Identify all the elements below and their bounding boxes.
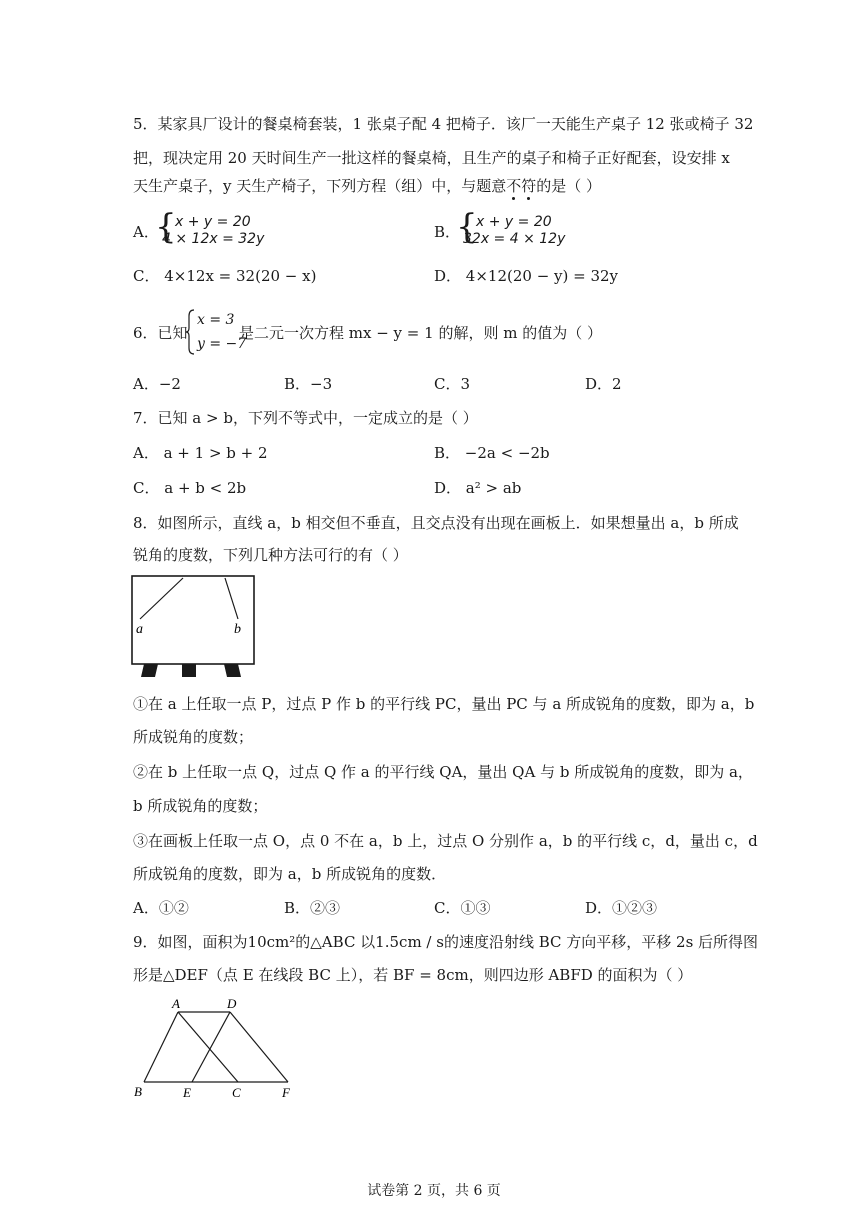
label-C: C [232,1085,241,1100]
label-B: B [134,1084,142,1099]
q6-option-c: C．3 [434,375,471,393]
q8-option-c: C．①③ [434,899,491,917]
q8-method3-line2: 所成锐角的度数，即为 a，b 所成锐角的度数． [133,865,447,883]
label-A: A [172,996,180,1011]
q5-option-b-eq1: x + y = 20 [476,214,552,230]
q7-option-a: A． a + 1 > b + 2 [133,444,268,462]
q6-option-b: B．−3 [284,375,333,393]
q5-option-c: C． 4×12x = 32(20 − x) [133,267,317,285]
q8-method1-line1: ①在 a 上任取一点 P，过点 P 作 b 的平行线 PC，量出 PC 与 a 所成锐角的度数，即为 a，b [133,695,755,713]
q5-option-b-eq2: 32x = 4 × 12y [463,231,566,247]
q8-method2-line2: b 所成锐角的度数； [133,797,268,815]
q9-stem-line2: 形是△DEF（点 E 在线段 BC 上），若 BF = 8cm，则四边形 ABFD 的面积为（ ） [133,966,693,984]
board-leg-right [224,664,241,677]
q8-option-b: B．②③ [284,899,341,917]
q5-emphasis-char-1: 不 [506,177,522,195]
label-E: E [183,1085,191,1100]
q9-stem-line1: 9．如图，面积为10cm²的△ABC 以1.5cm / s的速度沿射线 BC 方向平移，平移 2s 后所得图 [133,933,759,951]
q8-method3-line1: ③在画板上任取一点 O，点 0 不在 a，b 上，过点 O 分别作 a，b 的平行线 c，d，量出 c，d [133,832,758,850]
label-a: a [136,622,143,637]
q6-system-eq1: x = 3 [197,312,235,328]
label-b: b [234,622,241,637]
q5-option-d: D． 4×12(20 − y) = 32y [434,267,619,285]
q5-option-a-eq2: 4 × 12x = 32y [162,231,265,247]
q8-method1-line2: 所成锐角的度数； [133,728,254,746]
q5-stem-line3 [133,176,601,196]
q5-option-a-label: A． [133,223,159,241]
q7-option-b: B． −2a < −2b [434,444,550,462]
board-frame [132,576,254,664]
q6-option-a: A．−2 [133,375,181,393]
segment-AC [178,1012,238,1082]
q7-stem: 7．已知 a > b，下列不等式中，一定成立的是（ ） [133,409,478,427]
q6-system-eq2: y = −7 [197,336,247,352]
q9-translation-figure [128,996,303,1104]
segment-DE [192,1012,230,1082]
q7-option-d: D． a² > ab [434,479,522,497]
q6-prefix: 6．已知 [133,324,188,342]
q5-option-a-eq1: x + y = 20 [175,214,251,230]
q6-option-d: D．2 [585,375,622,393]
board-leg-left [141,664,158,677]
q5-stem-line3-pre: 天生产桌子，y 天生产椅子，下列方程（组）中，与题意 [133,177,507,195]
q5-stem-line3-post: 的是（ ） [536,177,602,195]
segment-DF [230,1012,288,1082]
q5-a-brace: { [155,207,177,247]
q5-option-b-label: B． [434,223,461,241]
line-a [140,578,183,619]
q5-emphasis-char-2: 符 [521,177,537,195]
q8-method2-line1: ②在 b 上任取一点 Q，过点 Q 作 a 的平行线 QA，量出 QA 与 b 所成锐角的度数，即为 a， [133,763,753,781]
q5-b-brace: { [456,207,478,247]
q5-stem-line1: 5．某家具厂设计的餐桌椅套装，1 张桌子配 4 把椅子．该厂一天能生产桌子 12 张或椅子 32 [133,115,754,133]
line-b [225,578,238,619]
label-D: D [227,996,237,1011]
label-F: F [282,1085,290,1100]
q8-stem-line2: 锐角的度数，下列几种方法可行的有（ ） [133,546,408,564]
q8-stem-line1: 8．如图所示，直线 a，b 相交但不垂直，且交点没有出现在画板上．如果想量出 a，b 所成 [133,514,739,532]
q6-stem: 是二元一次方程 mx − y = 1 的解，则 m 的值为（ ） [239,324,602,342]
q6-system-brace [186,308,196,356]
segment-AB [144,1012,178,1082]
q8-option-a: A．①② [133,899,189,917]
q7-option-c: C． a + b < 2b [133,479,247,497]
page-footer: 试卷第 2 页，共 6 页 [367,1183,501,1199]
q8-option-d: D．①②③ [585,899,658,917]
board-leg-middle [182,664,196,677]
q5-stem-line2: 把，现决定用 20 天时间生产一批这样的餐桌椅，且生产的桌子和椅子正好配套，设安排 x [133,149,730,167]
q8-drawing-board-figure [128,573,258,679]
